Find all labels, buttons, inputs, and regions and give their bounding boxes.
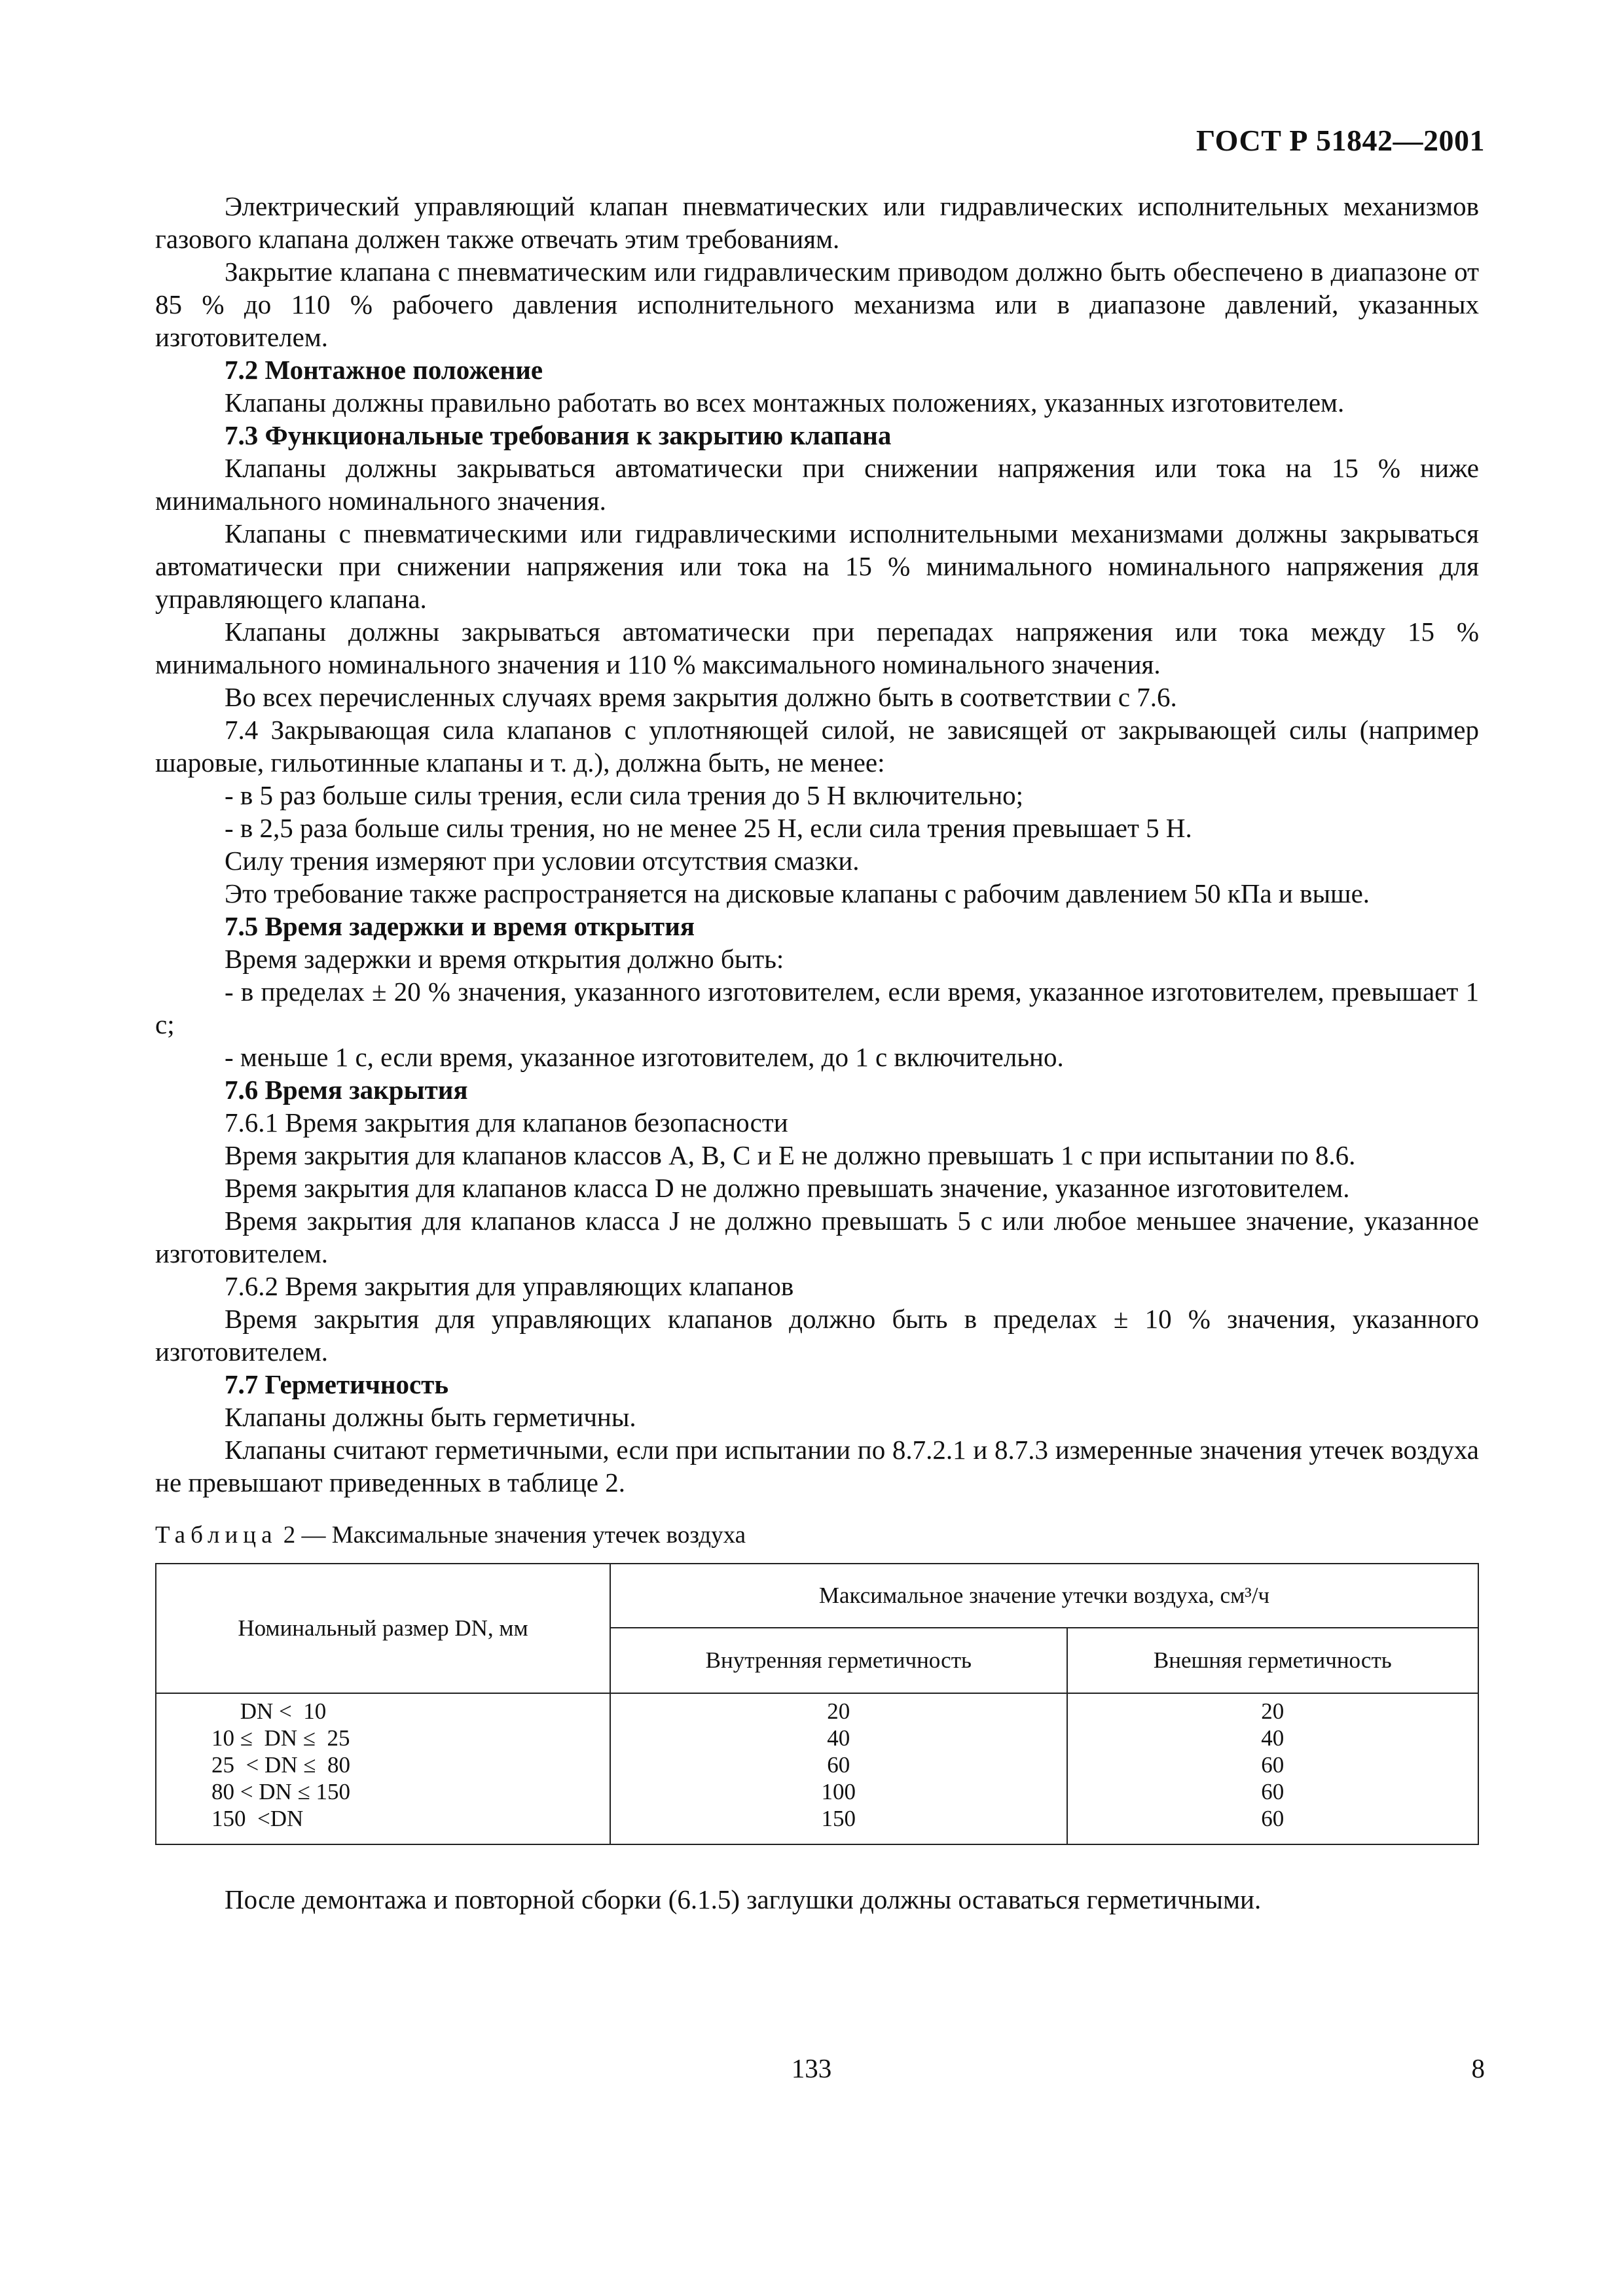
nominal-size-column — [156, 1693, 610, 1844]
subsection-heading-7-6-2: 7.6.2 Время закрытия для управляющих клапанов — [225, 1271, 794, 1301]
table-cell: DN < 10 — [211, 1698, 327, 1724]
paragraph: Электрический управляющий клапан пневматических или гидравлических исполнительных механизмов газового клапана должен также отвечать этим требованиям. — [155, 191, 1479, 254]
table-cell: 60 — [1261, 1779, 1285, 1804]
paragraph: Клапаны должны правильно работать во всех монтажных положениях, указанных изготовителем. — [225, 387, 1345, 418]
document-body — [155, 190, 1479, 1916]
table-cell: 60 — [1261, 1752, 1285, 1778]
table-body-row — [156, 1693, 1478, 1844]
list-item: - в 2,5 раза больше силы трения, но не менее 25 Н, если сила трения превышает 5 Н. — [225, 813, 1192, 843]
sheet-number: 8 — [1471, 2053, 1485, 2083]
list-item: - в 5 раз больше силы трения, если сила трения до 5 Н включительно; — [225, 780, 1024, 810]
page-number: 133 — [791, 2053, 832, 2083]
section-heading-7-5: 7.5 Время задержки и время открытия — [225, 911, 695, 941]
paragraph: Силу трения измеряют при условии отсутствия смазки. — [225, 846, 860, 876]
table-cell: 40 — [827, 1725, 850, 1751]
header-max-leakage: Максимальное значение утечки воздуха, см³/ч — [610, 1564, 1478, 1628]
header-nominal-size: Номинальный размер DN, мм — [156, 1564, 610, 1693]
paragraph: После демонтажа и повторной сборки (6.1.5) заглушки должны оставаться герметичными. — [225, 1884, 1262, 1914]
table-cell: 80 < DN ≤ 150 — [211, 1779, 350, 1804]
section-heading-7-6: 7.6 Время закрытия — [225, 1075, 468, 1105]
list-item: - меньше 1 с, если время, указанное изготовителем, до 1 с включительно. — [225, 1042, 1064, 1072]
table-cell: 25 < DN ≤ 80 — [211, 1752, 350, 1778]
table-caption-text: 2 — Максимальные значения утечек воздуха — [283, 1522, 746, 1549]
subsection-heading-7-6-1: 7.6.1 Время закрытия для клапанов безопасности — [225, 1107, 788, 1138]
paragraph: Во всех перечисленных случаях время закрытия должно быть в соответствии с 7.6. — [225, 682, 1177, 712]
paragraph: Клапаны считают герметичными, если при испытании по 8.7.2.1 и 8.7.3 измеренные значения утечек воздуха не превышают приведенных в таблице 2. — [155, 1435, 1479, 1498]
paragraph: Клапаны должны быть герметичны. — [225, 1402, 636, 1432]
table-caption — [155, 1521, 1479, 1550]
paragraph: Время закрытия для клапанов класса J не должно превышать 5 с или любое меньшее значение, указанное изготовителем. — [155, 1206, 1479, 1268]
paragraph: Клапаны с пневматическими или гидравлическими исполнительными механизмами должны закрываться автоматически при снижении напряжения или тока на 15 % минимального номинального напряжения для управляющего клапана. — [155, 518, 1479, 614]
table-cell: 150 — [821, 1806, 856, 1831]
paragraph: Клапаны должны закрываться автоматически при перепадах напряжения или тока между 15 % минимального номинального значения и 110 % максимального номинального значения. — [155, 617, 1479, 679]
table-cell: 100 — [821, 1779, 856, 1804]
header-internal-tightness: Внутренняя герметичность — [610, 1628, 1067, 1693]
paragraph: Время задержки и время открытия должно быть: — [225, 944, 784, 974]
section-heading-7-7: 7.7 Герметичность — [225, 1369, 448, 1399]
internal-tightness-column — [610, 1693, 1067, 1844]
paragraph: Время закрытия для клапанов класса D не должно превышать значение, указанное изготовителем. — [225, 1173, 1350, 1203]
section-heading-7-3: 7.3 Функциональные требования к закрытию клапана — [225, 420, 892, 450]
table-cell: 60 — [1261, 1806, 1285, 1831]
header-external-tightness: Внешняя герметичность — [1067, 1628, 1478, 1693]
table-cell: 10 ≤ DN ≤ 25 — [211, 1725, 350, 1751]
document-number: ГОСТ Р 51842—2001 — [1196, 124, 1485, 157]
table-cell: 150 <DN — [211, 1806, 304, 1831]
table-caption-label: Таблица — [155, 1522, 278, 1549]
external-tightness-column — [1067, 1693, 1478, 1844]
paragraph: Время закрытия для управляющих клапанов должно быть в пределах ± 10 % значения, указанного изготовителем. — [155, 1304, 1479, 1367]
paragraph: Время закрытия для клапанов классов А, В, С и Е не должно превышать 1 с при испытании по 8.6. — [225, 1140, 1356, 1170]
section-heading-7-2: 7.2 Монтажное положение — [225, 355, 543, 385]
list-item: - в пределах ± 20 % значения, указанного изготовителем, если время, указанное изготовителем, превышает 1 с; — [155, 977, 1479, 1039]
paragraph-7-4: 7.4 Закрывающая сила клапанов с уплотняющей силой, не зависящей от закрывающей силы (например шаровые, гильотинные клапаны и т. д.), должна быть, не менее: — [155, 715, 1479, 778]
air-leakage-table — [155, 1563, 1479, 1845]
paragraph: Закрытие клапана с пневматическим или гидравлическим приводом должно быть обеспечено в диапазоне от 85 % до 110 % рабочего давления исполнительного механизма или в диапазоне давлений, указанных изготовителем. — [155, 257, 1479, 352]
table-cell: 60 — [827, 1752, 850, 1778]
paragraph: Это требование также распространяется на дисковые клапаны с рабочим давлением 50 кПа и выше. — [225, 878, 1370, 908]
table-cell: 20 — [1261, 1698, 1285, 1724]
table-cell: 20 — [827, 1698, 850, 1724]
paragraph: Клапаны должны закрываться автоматически при снижении напряжения или тока на 15 % ниже минимального номинального значения. — [155, 453, 1479, 516]
table-cell: 40 — [1261, 1725, 1285, 1751]
